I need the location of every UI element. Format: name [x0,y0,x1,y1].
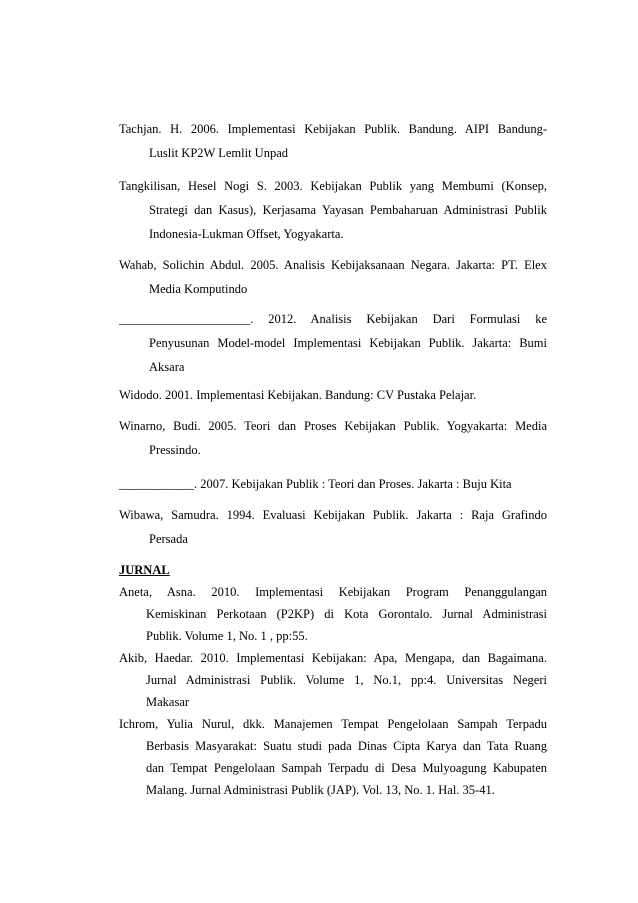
jurnal-line: Akib, Haedar. 2010. Implementasi Kebijakan: Apa, Mengapa, dan Bagaimana. [119,651,547,665]
jurnal-line: Kemiskinan Perkotaan (P2KP) di Kota Gorontalo. Jurnal Administrasi [146,607,547,621]
reference-line: Wibawa, Samudra. 1994. Evaluasi Kebijakan Publik. Jakarta : Raja Grafindo [119,508,547,522]
reference-line: Tangkilisan, Hesel Nogi S. 2003. Kebijakan Publik yang Membumi (Konsep, [119,179,547,193]
jurnal-line: Berbasis Masyarakat: Suatu studi pada Dinas Cipta Karya dan Tata Ruang [146,739,547,753]
jurnal-line: Aneta, Asna. 2010. Implementasi Kebijakan Program Penanggulangan [119,585,547,599]
reference-entry [119,307,547,379]
jurnal-line: dan Tempat Pengelolaan Sampah Terpadu di Desa Mulyoagung Kabupaten [146,761,547,775]
jurnal-entry [119,647,547,713]
reference-line: Aksara [149,360,185,374]
reference-entry [119,253,547,301]
jurnal-entry [119,713,547,801]
reference-line: _____________________. 2012. Analisis Kebijakan Dari Formulasi ke [119,312,547,326]
reference-line: Luslit KP2W Lemlit Unpad [149,146,288,160]
jurnal-line: Makasar [146,695,190,709]
reference-line: ____________. 2007. Kebijakan Publik : Teori dan Proses. Jakarta : Buju Kita [119,477,512,491]
reference-line: Persada [149,532,188,546]
reference-line: Winarno, Budi. 2005. Teori dan Proses Kebijakan Publik. Yogyakarta: Media [119,419,547,433]
reference-line: Pressindo. [149,443,201,457]
reference-line: Tachjan. H. 2006. Implementasi Kebijakan Publik. Bandung. AIPI Bandung- [119,122,547,136]
reference-line: Penyusunan Model-model Implementasi Kebijakan Publik. Jakarta: Bumi [149,336,547,350]
reference-entry [119,472,547,496]
reference-line: Indonesia-Lukman Offset, Yogyakarta. [149,227,344,241]
reference-line: Widodo. 2001. Implementasi Kebijakan. Bandung: CV Pustaka Pelajar. [119,388,477,402]
jurnal-line: Ichrom, Yulia Nurul, dkk. Manajemen Tempat Pengelolaan Sampah Terpadu [119,717,547,731]
reference-line: Wahab, Solichin Abdul. 2005. Analisis Kebijaksanaan Negara. Jakarta: PT. Elex [119,258,547,272]
reference-entry [119,503,547,551]
reference-entry [119,414,547,462]
reference-entry [119,117,547,165]
reference-entry [119,383,547,407]
jurnal-entry [119,581,547,647]
jurnal-line: Malang. Jurnal Administrasi Publik (JAP). Vol. 13, No. 1. Hal. 35-41. [146,783,495,797]
jurnal-heading: JURNAL [119,563,170,577]
jurnal-line: Publik. Volume 1, No. 1 , pp:55. [146,629,308,643]
reference-line: Media Komputindo [149,282,248,296]
jurnal-line: Jurnal Administrasi Publik. Volume 1, No.1, pp:4. Universitas Negeri [146,673,547,687]
reference-line: Strategi dan Kasus), Kerjasama Yayasan Pembaharuan Administrasi Publik [149,203,547,217]
reference-entry [119,174,547,246]
